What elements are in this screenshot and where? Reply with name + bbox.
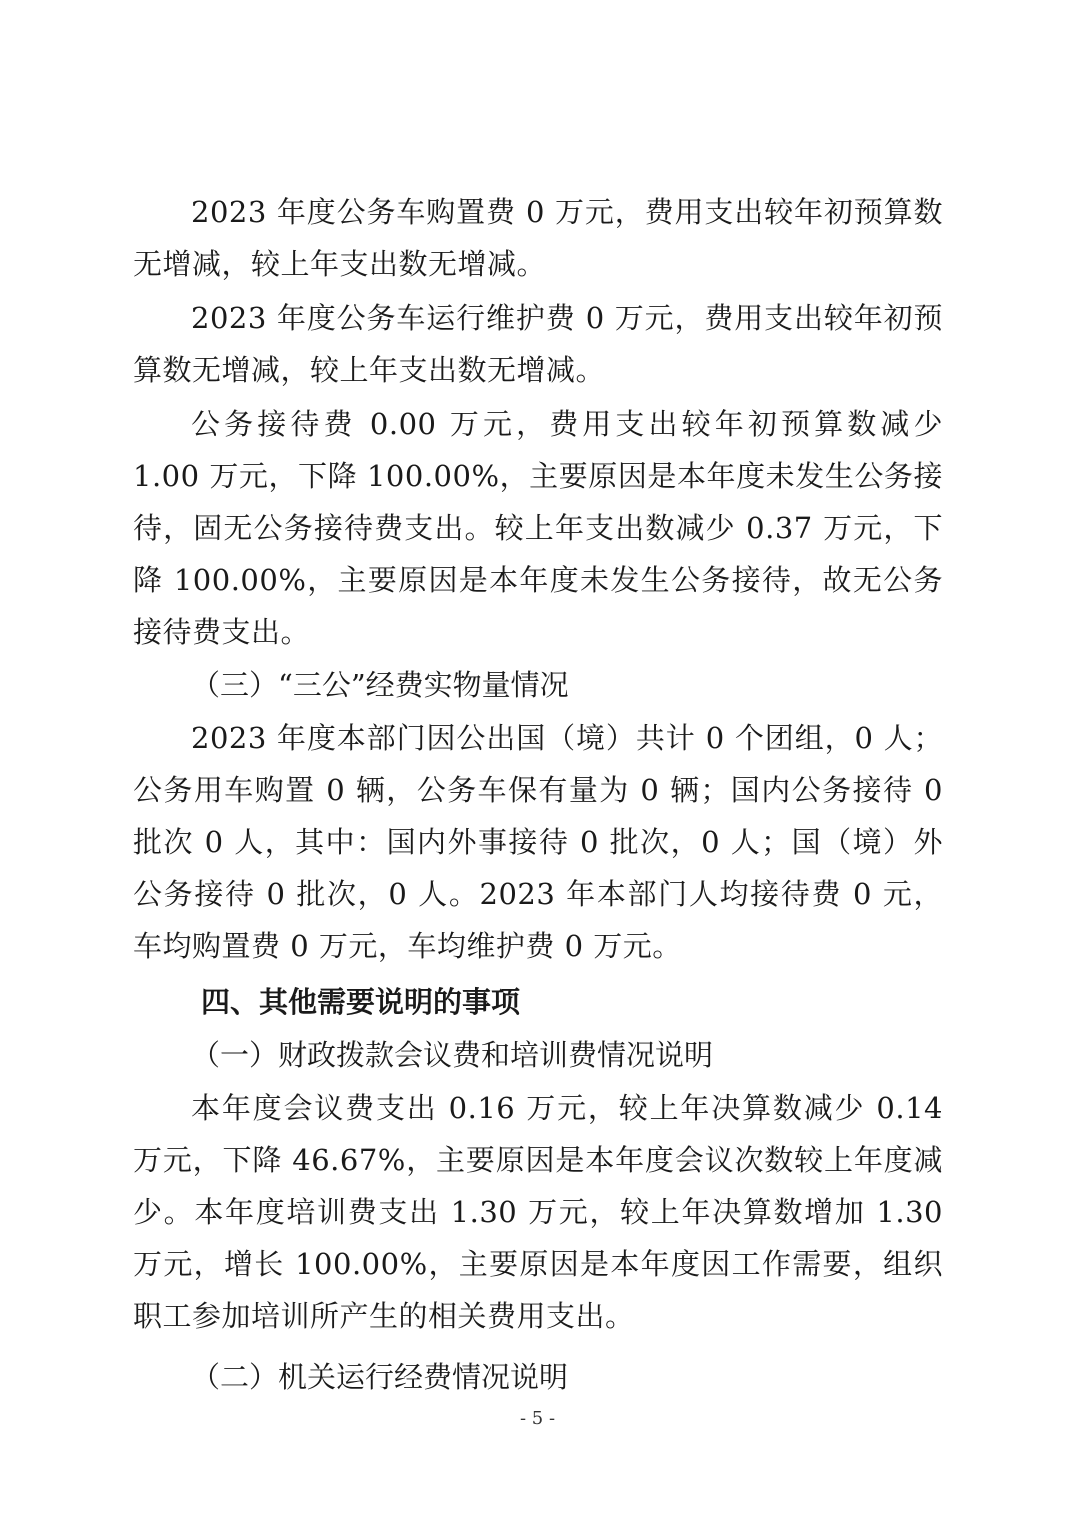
paragraph-vehicle-maintenance: 2023 年度公务车运行维护费 0 万元，费用支出较年初预算数无增减，较上年支出数无增减。 — [133, 301, 943, 387]
subheading-operating-expenses: （二）机关运行经费情况说明 — [191, 1360, 569, 1394]
section-heading-other-matters: 四、其他需要说明的事项 — [201, 985, 521, 1019]
paragraph-meeting-training: 本年度会议费支出 0.16 万元，较上年决算数减少 0.14 万元，下降 46.67%，主要原因是本年度会议次数较上年度减少。本年度培训费支出 1.30 万元，较上年决算数增加 1.30 万元，增长 100.00%，主要原因是本年度因工作需要，组织职工参加培训所产生的相关费用支出。 — [133, 1091, 943, 1333]
page-number: - 5 - — [519, 1408, 556, 1429]
document-body — [133, 186, 943, 1404]
subheading-three-public-quantity: （三）“三公”经费实物量情况 — [191, 668, 569, 702]
paragraph-official-reception: 公务接待费 0.00 万元，费用支出较年初预算数减少 1.00 万元，下降 100.00%，主要原因是本年度未发生公务接待，固无公务接待费支出。较上年支出数减少 0.37 万元，下降 100.00%，主要原因是本年度未发生公务接待，故无公务接待费支出。 — [133, 407, 943, 649]
paragraph-three-public-quantity: 2023 年度本部门因公出国（境）共计 0 个团组，0 人；公务用车购置 0 辆，公务车保有量为 0 辆；国内公务接待 0 批次 0 人，其中：国内外事接待 0 批次，0 人；国（境）外公务接待 0 批次，0 人。2023 年本部门人均接待费 0 元，车均购置费 0 万元，车均维护费 0 万元。 — [133, 721, 943, 963]
subheading-meeting-training: （一）财政拨款会议费和培训费情况说明 — [191, 1038, 714, 1072]
paragraph-vehicle-purchase: 2023 年度公务车购置费 0 万元，费用支出较年初预算数无增减，较上年支出数无增减。 — [133, 195, 943, 281]
